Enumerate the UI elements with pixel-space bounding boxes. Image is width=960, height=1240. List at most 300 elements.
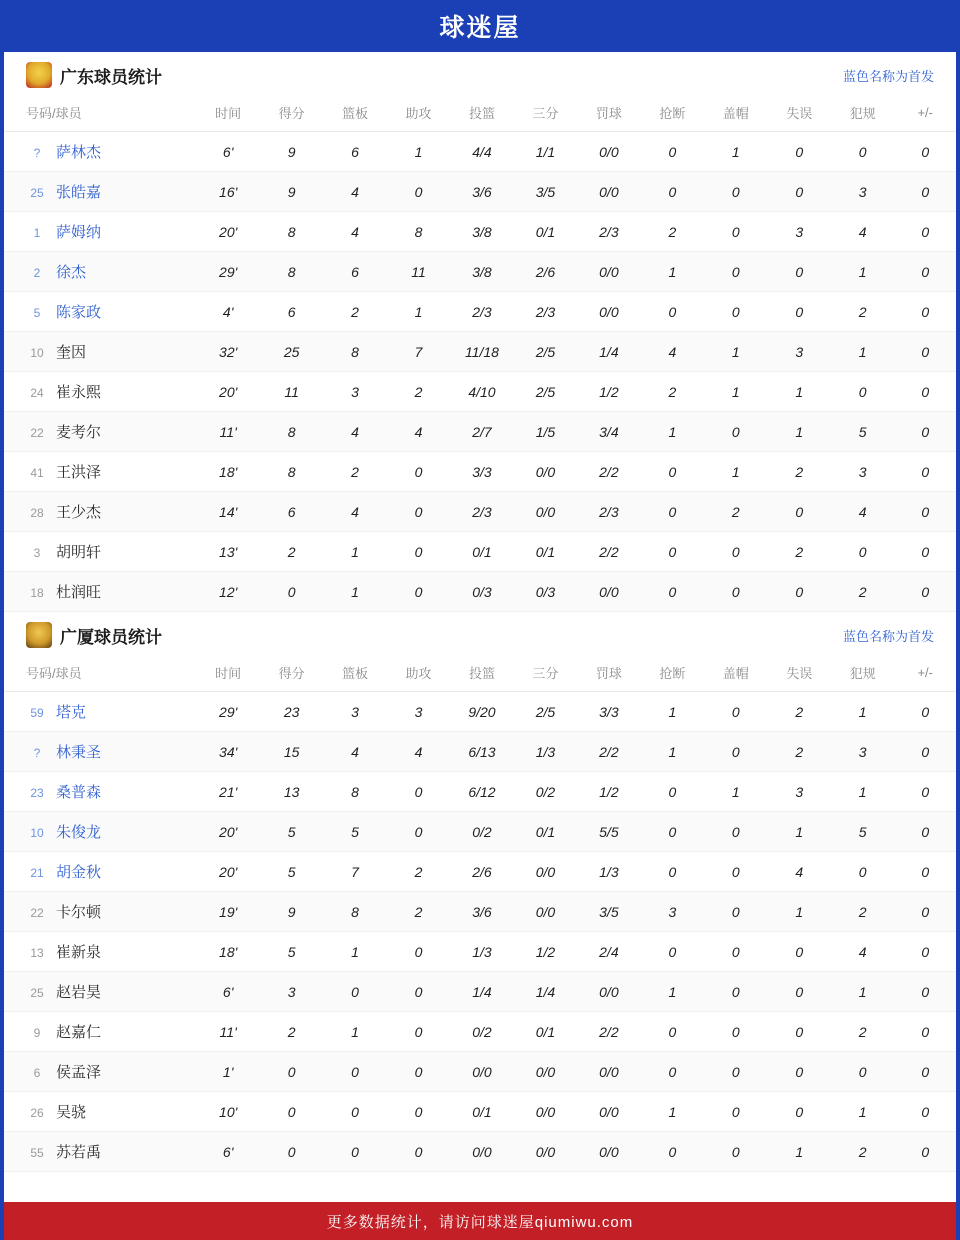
- player-cell[interactable]: [4, 772, 196, 812]
- stat-cell-reb: 4: [323, 212, 386, 252]
- stat-cell-min: 18': [196, 452, 259, 492]
- table-row[interactable]: [4, 372, 956, 412]
- player-name: 林秉圣: [56, 744, 102, 761]
- player-name: 崔永熙: [56, 384, 102, 401]
- stat-cell-fg: 4/10: [450, 372, 513, 412]
- player-cell[interactable]: [4, 212, 196, 252]
- footer-bar: [0, 1202, 960, 1240]
- stat-cell-pm: 0: [894, 732, 956, 772]
- player-name: 崔新泉: [56, 944, 102, 961]
- stat-cell-stl: 0: [641, 1012, 704, 1052]
- stat-cell-pf: 1: [831, 1092, 894, 1132]
- stat-cell-ft: 2/2: [577, 732, 640, 772]
- stat-cell-tp: 0/1: [514, 212, 577, 252]
- stat-cell-ft: 0/0: [577, 1052, 640, 1092]
- stat-cell-tp: 1/4: [514, 972, 577, 1012]
- stat-cell-pts: 2: [260, 532, 323, 572]
- stat-cell-reb: 4: [323, 492, 386, 532]
- stat-cell-tp: 1/3: [514, 732, 577, 772]
- stat-cell-ft: 0/0: [577, 252, 640, 292]
- player-cell[interactable]: [4, 252, 196, 292]
- player-number: 22: [30, 906, 44, 920]
- stat-cell-blk: 0: [704, 892, 767, 932]
- stat-cell-pts: 6: [260, 492, 323, 532]
- player-number: 26: [30, 1106, 44, 1120]
- table-row[interactable]: [4, 812, 956, 852]
- stat-cell-fg: 2/7: [450, 412, 513, 452]
- stat-cell-tp: 0/0: [514, 452, 577, 492]
- stat-cell-pm: 0: [894, 892, 956, 932]
- stat-cell-fg: 3/8: [450, 252, 513, 292]
- table-row[interactable]: [4, 1012, 956, 1052]
- stat-cell-pm: 0: [894, 212, 956, 252]
- stat-cell-tp: 2/5: [514, 372, 577, 412]
- stat-cell-tp: 1/1: [514, 132, 577, 172]
- stat-cell-tp: 0/1: [514, 1012, 577, 1052]
- site-logo: 球迷屋: [439, 14, 521, 42]
- stat-cell-pf: 0: [831, 132, 894, 172]
- player-name: 苏若禹: [56, 1144, 102, 1161]
- player-number: 24: [30, 386, 44, 400]
- stat-cell-ast: 11: [387, 252, 450, 292]
- stat-cell-to: 0: [768, 1052, 831, 1092]
- stat-cell-reb: 1: [323, 1012, 386, 1052]
- stat-cell-pf: 5: [831, 412, 894, 452]
- stat-cell-ft: 2/3: [577, 212, 640, 252]
- table-row[interactable]: [4, 692, 956, 732]
- player-cell[interactable]: [4, 692, 196, 732]
- column-header: 号码/球员: [4, 96, 196, 132]
- stat-cell-blk: 0: [704, 532, 767, 572]
- sections-container: [4, 52, 956, 1172]
- stat-cell-pts: 23: [260, 692, 323, 732]
- stat-cell-pm: 0: [894, 292, 956, 332]
- stat-cell-to: 2: [768, 452, 831, 492]
- stat-cell-pf: 0: [831, 372, 894, 412]
- table-row[interactable]: [4, 132, 956, 172]
- player-cell[interactable]: [4, 1012, 196, 1052]
- stat-cell-pts: 6: [260, 292, 323, 332]
- team-logo-guangsha-icon: [26, 622, 52, 648]
- stat-cell-fg: 3/6: [450, 172, 513, 212]
- player-cell[interactable]: [4, 132, 196, 172]
- table-row[interactable]: [4, 732, 956, 772]
- player-stats-table: [4, 96, 956, 612]
- stat-cell-pf: 3: [831, 452, 894, 492]
- stat-cell-ast: 0: [387, 572, 450, 612]
- stat-cell-pf: 1: [831, 972, 894, 1012]
- stat-cell-min: 29': [196, 252, 259, 292]
- player-number: 41: [30, 466, 44, 480]
- player-number: 1: [33, 226, 41, 240]
- stat-cell-stl: 0: [641, 1132, 704, 1172]
- stat-cell-ft: 2/2: [577, 452, 640, 492]
- stat-cell-pf: 1: [831, 772, 894, 812]
- stat-cell-min: 20': [196, 852, 259, 892]
- player-number: 55: [30, 1146, 44, 1160]
- stat-cell-to: 1: [768, 1132, 831, 1172]
- stat-cell-tp: 0/1: [514, 812, 577, 852]
- stat-cell-tp: 0/0: [514, 852, 577, 892]
- player-cell[interactable]: [4, 372, 196, 412]
- stat-cell-blk: 0: [704, 852, 767, 892]
- stat-cell-pf: 2: [831, 1132, 894, 1172]
- player-cell[interactable]: [4, 332, 196, 372]
- table-row[interactable]: [4, 172, 956, 212]
- player-cell[interactable]: [4, 932, 196, 972]
- player-cell[interactable]: [4, 1092, 196, 1132]
- stat-cell-ft: 0/0: [577, 132, 640, 172]
- stat-cell-tp: 0/0: [514, 1052, 577, 1092]
- stat-cell-pts: 15: [260, 732, 323, 772]
- table-row[interactable]: [4, 852, 956, 892]
- table-row[interactable]: [4, 1132, 956, 1172]
- stat-cell-to: 2: [768, 732, 831, 772]
- stat-cell-to: 1: [768, 892, 831, 932]
- player-name: 胡明轩: [56, 544, 102, 561]
- player-name: 桑普森: [56, 784, 102, 801]
- stat-cell-to: 0: [768, 252, 831, 292]
- stat-cell-reb: 4: [323, 732, 386, 772]
- stat-cell-pm: 0: [894, 492, 956, 532]
- stat-cell-min: 21': [196, 772, 259, 812]
- stat-cell-to: 0: [768, 972, 831, 1012]
- column-header: 失误: [768, 656, 831, 692]
- table-row[interactable]: [4, 772, 956, 812]
- stat-cell-min: 18': [196, 932, 259, 972]
- player-stats-table: [4, 656, 956, 1172]
- stat-cell-reb: 0: [323, 972, 386, 1012]
- player-name: 王洪泽: [56, 464, 102, 481]
- stat-cell-fg: 0/2: [450, 812, 513, 852]
- stat-cell-stl: 0: [641, 292, 704, 332]
- stat-cell-blk: 0: [704, 172, 767, 212]
- stat-cell-reb: 8: [323, 332, 386, 372]
- stat-cell-pm: 0: [894, 412, 956, 452]
- player-name: 萨姆纳: [56, 224, 102, 241]
- player-number: 2: [33, 266, 41, 280]
- stat-cell-min: 16': [196, 172, 259, 212]
- stat-cell-tp: 0/0: [514, 492, 577, 532]
- stat-cell-pts: 8: [260, 252, 323, 292]
- stat-cell-ft: 1/3: [577, 852, 640, 892]
- stat-cell-ft: 0/0: [577, 1132, 640, 1172]
- player-cell[interactable]: [4, 1132, 196, 1172]
- player-name: 陈家政: [56, 304, 102, 321]
- stat-cell-ft: 1/4: [577, 332, 640, 372]
- stat-cell-to: 3: [768, 772, 831, 812]
- stat-cell-reb: 0: [323, 1132, 386, 1172]
- stat-cell-pf: 4: [831, 492, 894, 532]
- stat-cell-stl: 2: [641, 212, 704, 252]
- column-header: +/-: [894, 656, 956, 692]
- player-name: 朱俊龙: [56, 824, 102, 841]
- stat-cell-min: 13': [196, 532, 259, 572]
- column-header: 时间: [196, 96, 259, 132]
- stat-cell-blk: 1: [704, 372, 767, 412]
- stat-cell-stl: 0: [641, 452, 704, 492]
- stat-cell-min: 4': [196, 292, 259, 332]
- player-cell[interactable]: [4, 492, 196, 532]
- stat-cell-pm: 0: [894, 1092, 956, 1132]
- player-cell[interactable]: [4, 1052, 196, 1092]
- player-name: 赵岩昊: [56, 984, 102, 1001]
- table-row[interactable]: [4, 292, 956, 332]
- stat-cell-tp: 2/3: [514, 292, 577, 332]
- stat-cell-to: 0: [768, 1092, 831, 1132]
- stat-cell-min: 6': [196, 972, 259, 1012]
- starter-legend: 蓝色名称为首发: [842, 628, 934, 644]
- stat-cell-stl: 0: [641, 812, 704, 852]
- stat-cell-pts: 0: [260, 1132, 323, 1172]
- stat-cell-blk: 1: [704, 772, 767, 812]
- table-row[interactable]: [4, 252, 956, 292]
- stat-cell-pm: 0: [894, 972, 956, 1012]
- stat-cell-tp: 0/3: [514, 572, 577, 612]
- stat-cell-tp: 2/6: [514, 252, 577, 292]
- player-number: 59: [30, 706, 44, 720]
- column-header: 抢断: [641, 656, 704, 692]
- player-cell[interactable]: [4, 852, 196, 892]
- stat-cell-fg: 6/12: [450, 772, 513, 812]
- stat-cell-pm: 0: [894, 452, 956, 492]
- stat-cell-stl: 4: [641, 332, 704, 372]
- stat-cell-ast: 0: [387, 932, 450, 972]
- stat-cell-reb: 6: [323, 252, 386, 292]
- column-header: 三分: [514, 656, 577, 692]
- stat-cell-reb: 3: [323, 372, 386, 412]
- stat-cell-fg: 2/6: [450, 852, 513, 892]
- stat-cell-fg: 3/3: [450, 452, 513, 492]
- stat-cell-min: 11': [196, 1012, 259, 1052]
- player-name: 杜润旺: [56, 584, 102, 601]
- footer-text: 更多数据统计，请访问球迷屋qiumiwu.com: [326, 1213, 634, 1231]
- stat-cell-pf: 3: [831, 732, 894, 772]
- player-name: 吴骁: [56, 1104, 87, 1121]
- stat-cell-pm: 0: [894, 852, 956, 892]
- stat-cell-tp: 0/0: [514, 1092, 577, 1132]
- stat-cell-to: 1: [768, 412, 831, 452]
- stat-cell-ft: 2/3: [577, 492, 640, 532]
- stat-cell-pts: 8: [260, 412, 323, 452]
- stat-cell-stl: 1: [641, 972, 704, 1012]
- stat-cell-tp: 0/0: [514, 1132, 577, 1172]
- stat-cell-fg: 4/4: [450, 132, 513, 172]
- stat-cell-fg: 0/3: [450, 572, 513, 612]
- stat-cell-ast: 0: [387, 452, 450, 492]
- stat-cell-blk: 0: [704, 412, 767, 452]
- stat-cell-tp: 2/5: [514, 332, 577, 372]
- column-header: 抢断: [641, 96, 704, 132]
- stat-cell-pm: 0: [894, 572, 956, 612]
- team-logo-guangdong-icon: [26, 62, 52, 88]
- section-title: 广厦球员统计: [60, 627, 162, 647]
- player-name: 麦考尔: [56, 424, 102, 441]
- stat-cell-blk: 0: [704, 692, 767, 732]
- table-row[interactable]: [4, 412, 956, 452]
- table-row[interactable]: [4, 492, 956, 532]
- stat-cell-ast: 0: [387, 772, 450, 812]
- table-row[interactable]: [4, 452, 956, 492]
- stat-cell-stl: 0: [641, 572, 704, 612]
- player-number: 18: [30, 586, 44, 600]
- stat-cell-ast: 0: [387, 1092, 450, 1132]
- stat-cell-fg: 3/8: [450, 212, 513, 252]
- stat-cell-ast: 4: [387, 412, 450, 452]
- stat-cell-blk: 1: [704, 452, 767, 492]
- stat-cell-pf: 0: [831, 852, 894, 892]
- stat-cell-to: 3: [768, 212, 831, 252]
- stat-cell-fg: 1/3: [450, 932, 513, 972]
- player-name: 徐杰: [56, 264, 87, 281]
- column-header: 篮板: [323, 656, 386, 692]
- stat-cell-fg: 11/18: [450, 332, 513, 372]
- stat-cell-pm: 0: [894, 1012, 956, 1052]
- table-row[interactable]: [4, 932, 956, 972]
- player-name: 卡尔顿: [56, 904, 102, 921]
- stat-cell-min: 11': [196, 412, 259, 452]
- stat-cell-pf: 0: [831, 1052, 894, 1092]
- stat-cell-blk: 0: [704, 732, 767, 772]
- stat-cell-pf: 0: [831, 532, 894, 572]
- stat-cell-pm: 0: [894, 132, 956, 172]
- stat-cell-fg: 0/0: [450, 1132, 513, 1172]
- player-name: 张皓嘉: [56, 184, 102, 201]
- stat-cell-pts: 13: [260, 772, 323, 812]
- stat-cell-ft: 0/0: [577, 972, 640, 1012]
- player-cell[interactable]: [4, 412, 196, 452]
- player-cell[interactable]: [4, 812, 196, 852]
- stat-cell-reb: 1: [323, 932, 386, 972]
- player-cell[interactable]: [4, 172, 196, 212]
- stat-cell-blk: 0: [704, 932, 767, 972]
- stat-cell-stl: 1: [641, 1092, 704, 1132]
- stat-cell-fg: 2/3: [450, 292, 513, 332]
- stat-cell-pm: 0: [894, 1132, 956, 1172]
- stat-cell-reb: 5: [323, 812, 386, 852]
- table-row[interactable]: [4, 572, 956, 612]
- stat-cell-tp: 1/5: [514, 412, 577, 452]
- player-number: 10: [30, 346, 44, 360]
- table-row[interactable]: [4, 532, 956, 572]
- stat-cell-stl: 0: [641, 1052, 704, 1092]
- stat-cell-reb: 0: [323, 1052, 386, 1092]
- stat-cell-reb: 8: [323, 892, 386, 932]
- stat-cell-ast: 0: [387, 1012, 450, 1052]
- stat-cell-reb: 2: [323, 292, 386, 332]
- stat-cell-reb: 4: [323, 412, 386, 452]
- player-name: 侯孟泽: [56, 1064, 102, 1081]
- stat-cell-reb: 4: [323, 172, 386, 212]
- stat-cell-pm: 0: [894, 932, 956, 972]
- stat-cell-tp: 0/0: [514, 892, 577, 932]
- stat-cell-min: 29': [196, 692, 259, 732]
- stat-cell-stl: 0: [641, 852, 704, 892]
- stat-cell-ft: 0/0: [577, 172, 640, 212]
- stat-cell-min: 10': [196, 1092, 259, 1132]
- stat-cell-pf: 4: [831, 212, 894, 252]
- player-cell[interactable]: [4, 532, 196, 572]
- stat-cell-to: 0: [768, 1012, 831, 1052]
- column-header: 盖帽: [704, 96, 767, 132]
- stat-cell-tp: 3/5: [514, 172, 577, 212]
- stat-cell-pf: 5: [831, 812, 894, 852]
- stat-cell-pts: 3: [260, 972, 323, 1012]
- player-cell[interactable]: [4, 732, 196, 772]
- stat-cell-pf: 1: [831, 252, 894, 292]
- section-title: 广东球员统计: [60, 67, 162, 87]
- player-name: 胡金秋: [56, 864, 102, 881]
- stat-cell-stl: 3: [641, 892, 704, 932]
- stat-cell-ft: 2/2: [577, 532, 640, 572]
- stat-cell-pts: 5: [260, 812, 323, 852]
- table-row[interactable]: [4, 892, 956, 932]
- stat-cell-fg: 0/1: [450, 1092, 513, 1132]
- stat-cell-pts: 9: [260, 132, 323, 172]
- stat-cell-pf: 2: [831, 292, 894, 332]
- table-row[interactable]: [4, 1092, 956, 1132]
- stat-cell-ast: 2: [387, 852, 450, 892]
- stat-cell-stl: 0: [641, 932, 704, 972]
- table-row[interactable]: [4, 212, 956, 252]
- stat-cell-reb: 7: [323, 852, 386, 892]
- stat-cell-ft: 0/0: [577, 572, 640, 612]
- stat-cell-ast: 0: [387, 1132, 450, 1172]
- stat-cell-stl: 1: [641, 692, 704, 732]
- player-name: 王少杰: [56, 504, 102, 521]
- stat-cell-reb: 0: [323, 1092, 386, 1132]
- player-number: 10: [30, 826, 44, 840]
- stat-cell-ast: 0: [387, 972, 450, 1012]
- table-row[interactable]: [4, 1052, 956, 1092]
- player-number: 25: [30, 186, 44, 200]
- player-cell[interactable]: [4, 452, 196, 492]
- table-row[interactable]: [4, 332, 956, 372]
- table-header-row: [4, 656, 956, 692]
- player-cell[interactable]: [4, 292, 196, 332]
- stat-cell-pm: 0: [894, 532, 956, 572]
- stat-cell-ft: 3/3: [577, 692, 640, 732]
- table-header-row: [4, 96, 956, 132]
- player-number: 25: [30, 986, 44, 1000]
- stat-cell-pts: 2: [260, 1012, 323, 1052]
- stat-cell-min: 20': [196, 372, 259, 412]
- stat-cell-blk: 0: [704, 212, 767, 252]
- player-cell[interactable]: [4, 572, 196, 612]
- table-row[interactable]: [4, 972, 956, 1012]
- stat-cell-blk: 2: [704, 492, 767, 532]
- column-header: 投篮: [450, 96, 513, 132]
- column-header: 助攻: [387, 656, 450, 692]
- stat-cell-pm: 0: [894, 252, 956, 292]
- stat-cell-to: 4: [768, 852, 831, 892]
- stat-cell-blk: 0: [704, 572, 767, 612]
- stat-cell-pts: 0: [260, 1052, 323, 1092]
- player-number: 5: [33, 306, 41, 320]
- column-header: 罚球: [577, 96, 640, 132]
- stat-cell-fg: 6/13: [450, 732, 513, 772]
- stat-cell-to: 0: [768, 932, 831, 972]
- column-header: 投篮: [450, 656, 513, 692]
- stat-cell-pts: 8: [260, 452, 323, 492]
- player-cell[interactable]: [4, 972, 196, 1012]
- stat-cell-to: 1: [768, 372, 831, 412]
- player-cell[interactable]: [4, 892, 196, 932]
- stat-cell-min: 20': [196, 812, 259, 852]
- stat-cell-to: 0: [768, 572, 831, 612]
- stat-cell-reb: 2: [323, 452, 386, 492]
- stat-cell-pf: 1: [831, 692, 894, 732]
